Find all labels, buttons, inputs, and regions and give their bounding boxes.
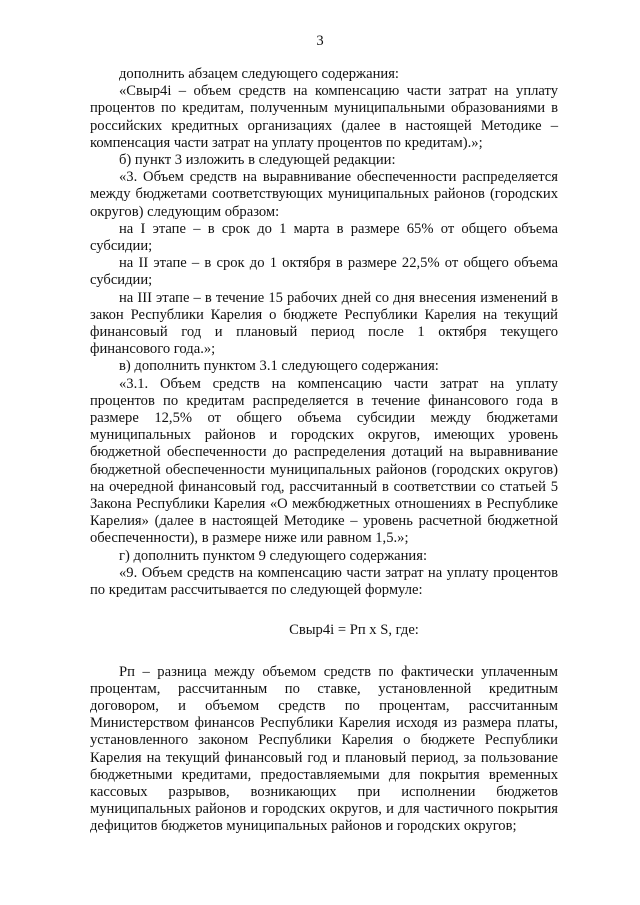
paragraph: на III этапе – в течение 15 рабочих дней со дня внесения изменений в закон Республики Карелия о бюджете Республики Карелия на текущий финансовый год и плановый период после 1 октября текущего финансового года.»; bbox=[90, 289, 558, 358]
paragraph: на II этапе – в срок до 1 октября в размере 22,5% от общего объема субсидии; bbox=[90, 255, 558, 289]
page-number: 3 bbox=[316, 33, 324, 49]
paragraph: Рп – разница между объемом средств по фактически уплаченным процентам, рассчитанным по ставке, установленной кредитным договором, и объемом средств по процентам, рассчитанным Министерством финансов Республики Карелия исходя из размера платы, установленного законом Республики Карелия о бюджете Республики Карелия на текущий финансовый год и плановый период, за пользование бюджетными кредитами, предоставляемыми для покрытия временных кассовых разрывов, возникающих при исполнении бюджетов муниципальных районов и городских округов, и для частичного покрытия дефицитов бюджетов муниципальных районов и городских округов; bbox=[90, 663, 558, 835]
document-body bbox=[90, 66, 558, 836]
paragraph: б) пункт 3 изложить в следующей редакции: bbox=[119, 152, 396, 169]
paragraph: дополнить абзацем следующего содержания: bbox=[119, 66, 399, 82]
paragraph: «3.1. Объем средств на компенсацию части затрат на уплату процентов по кредитам распределяется в течение финансового года в размере 12,5% от общего объема субсидии между бюджетами муниципальных районов и городских округов, имеющих уровень бюджетной обеспеченности до распределения дотаций на выравнивание бюджетной обеспеченности муниципальных районов (городских округов) на очередной финансовый год, рассчитанный в соответствии со статьей 5 Закона Республики Карелия «О межбюджетных отношениях в Республике Карелия» (далее в настоящей Методике – уровень расчетной бюджетной обеспеченности), в размере ниже или равном 1,5.»; bbox=[90, 375, 558, 547]
paragraph: «3. Объем средств на выравнивание обеспеченности распределяется между бюджетами соответствующих муниципальных районов (городских округов) следующим образом: bbox=[90, 169, 558, 220]
paragraph: «9. Объем средств на компенсацию части затрат на уплату процентов по кредитам рассчитывается по следующей формуле: bbox=[90, 564, 558, 599]
paragraph: г) дополнить пунктом 9 следующего содержания: bbox=[119, 547, 428, 564]
formula: Свыр4i = Рп x S, где: bbox=[289, 622, 419, 639]
paragraph: в) дополнить пунктом 3.1 следующего содержания: bbox=[119, 358, 439, 375]
paragraph: на I этапе – в срок до 1 марта в размере 65% от общего объема субсидии; bbox=[90, 220, 558, 255]
paragraph: «Свыр4i – объем средств на компенсацию части затрат на уплату процентов по кредитам, полученным муниципальными образованиями в российских кредитных организациях (далее в настоящей Методике – компенсация части затрат на уплату процентов по кредитам).»; bbox=[90, 83, 558, 151]
